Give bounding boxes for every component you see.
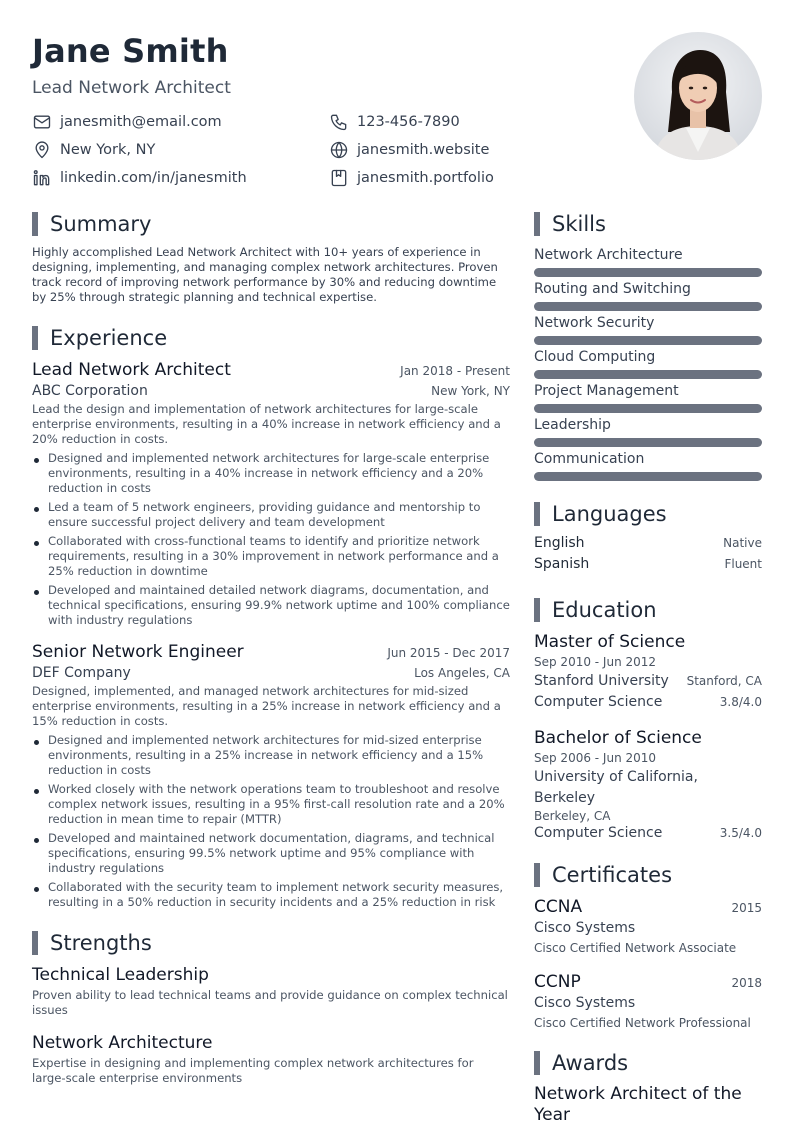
language-level: Fluent (724, 557, 762, 571)
section-marker (534, 502, 540, 526)
list-item: Collaborated with the security team to implement network security measures, resulting in a 50% reduction in security incidents and a 25% reduction in risk (32, 880, 510, 910)
contact-email[interactable] (32, 111, 329, 133)
experience-heading (32, 325, 510, 351)
experience-entry (32, 359, 510, 628)
skill-level-bar (534, 336, 762, 345)
skill-name: Network Security (534, 315, 655, 331)
job-description: Designed, implemented, and managed network architectures for mid-sized enterprise environments, resulting in a 25% increase in network efficiency and a 15% reduction in costs. (32, 684, 501, 728)
globe-icon (329, 140, 349, 160)
education-field: Computer Science (534, 825, 663, 841)
certificates-heading (534, 862, 762, 888)
skill-name: Project Management (534, 383, 679, 399)
portfolio-text: janesmith.portfolio (357, 170, 494, 186)
skills-title: Skills (552, 212, 606, 236)
contact-phone[interactable] (329, 111, 579, 133)
skill-item (534, 313, 762, 345)
education-entry (534, 631, 762, 713)
list-item: Developed and maintained detailed network diagrams, documentation, and technical specifications, ensuring 99.9% network uptime and 100% compliance with industry regulations (32, 583, 510, 628)
right-column (534, 211, 762, 1123)
skill-item (534, 415, 762, 447)
section-marker (534, 1051, 540, 1075)
section-marker (32, 931, 38, 955)
job-location: Los Angeles, CA (414, 666, 510, 680)
languages-heading (534, 501, 762, 527)
education-dates: Sep 2006 - Jun 2010 (534, 751, 657, 765)
education-school: University of California, Berkeley (534, 769, 698, 806)
skill-name: Leadership (534, 417, 611, 433)
portfolio-bookmark-icon (329, 168, 349, 188)
job-dates: Jan 2018 - Present (400, 364, 510, 378)
job-dates: Jun 2015 - Dec 2017 (387, 646, 510, 660)
contact-website[interactable] (329, 139, 579, 161)
education-degree: Master of Science (534, 632, 686, 652)
awards-heading (534, 1050, 762, 1076)
skill-name: Network Architecture (534, 247, 683, 263)
skill-item (534, 347, 762, 379)
skill-name: Cloud Computing (534, 349, 656, 365)
education-location: Berkeley, CA (534, 809, 611, 823)
left-column (32, 211, 510, 1086)
candidate-name: Jane Smith (32, 32, 229, 70)
contact-location (32, 139, 329, 161)
linkedin-text: linkedin.com/in/janesmith (60, 170, 247, 186)
profile-photo (634, 32, 762, 160)
education-school: Stanford University (534, 673, 669, 689)
education-title: Education (552, 598, 657, 622)
certificate-year: 2018 (731, 976, 762, 990)
language-level: Native (723, 536, 762, 550)
section-marker (32, 326, 38, 350)
strengths-heading (32, 930, 510, 956)
education-entry (534, 727, 762, 844)
certificates-title: Certificates (552, 863, 673, 887)
strength-description: Proven ability to lead technical teams and provide guidance on complex technical issues (32, 988, 508, 1017)
experience-entry (32, 641, 510, 910)
job-title: Senior Network Engineer (32, 642, 244, 662)
certificate-year: 2015 (731, 901, 762, 915)
certificate-description: Cisco Certified Network Associate (534, 941, 737, 955)
strength-entry (32, 1032, 510, 1086)
language-item (534, 556, 762, 577)
skill-item (534, 381, 762, 413)
awards-title: Awards (552, 1051, 629, 1075)
email-text: janesmith@email.com (60, 114, 222, 130)
list-item: Worked closely with the network operations team to troubleshoot and resolve complex network issues, resulting in a 95% first-call resolution rate and a 20% reduction in mean time to repair (MTTR) (32, 782, 510, 827)
location-pin-icon (32, 140, 52, 160)
section-marker (534, 598, 540, 622)
education-location: Stanford, CA (686, 674, 762, 688)
skill-level-bar (534, 268, 762, 277)
education-field: Computer Science (534, 694, 663, 710)
education-gpa: 3.5/4.0 (719, 826, 762, 840)
mail-icon (32, 112, 52, 132)
education-degree: Bachelor of Science (534, 728, 702, 748)
language-name: English (534, 535, 585, 551)
certificate-description: Cisco Certified Network Professional (534, 1016, 751, 1030)
avatar (634, 32, 762, 160)
list-item: Collaborated with cross-functional teams to identify and prioritize network requirements, resulting in a 30% improvement in network performance and a 25% reduction in downtime (32, 534, 510, 579)
job-location: New York, NY (431, 384, 510, 398)
contact-portfolio[interactable] (329, 167, 579, 189)
certificate-entry (534, 971, 762, 1032)
skills-list (534, 245, 762, 481)
languages-title: Languages (552, 502, 667, 526)
certificate-issuer: Cisco Systems (534, 920, 636, 936)
education-dates: Sep 2010 - Jun 2012 (534, 655, 657, 669)
job-bullets (32, 733, 510, 910)
resume-header (32, 30, 592, 189)
summary-heading (32, 211, 510, 237)
summary-text: Highly accomplished Lead Network Architect with 10+ years of experience in designing, implementing, and managing complex network architectures. Proven track record of improving network performance by 30% and reducing downtime by 25% through strategic planning and technical expertise. (32, 245, 498, 304)
contact-linkedin[interactable] (32, 167, 329, 189)
strength-title: Network Architecture (32, 1033, 213, 1053)
skill-level-bar (534, 302, 762, 311)
list-item: Designed and implemented network architectures for mid-sized enterprise environments, resulting in a 25% increase in network efficiency and a 15% reduction in costs (32, 733, 510, 778)
skills-heading (534, 211, 762, 237)
certificate-name: CCNA (534, 897, 583, 917)
experience-title: Experience (50, 326, 168, 350)
skill-level-bar (534, 438, 762, 447)
skill-name: Routing and Switching (534, 281, 691, 297)
skill-level-bar (534, 370, 762, 379)
strength-title: Technical Leadership (32, 965, 209, 985)
certificate-issuer: Cisco Systems (534, 995, 636, 1011)
education-heading (534, 597, 762, 623)
contact-list (32, 111, 592, 189)
language-name: Spanish (534, 556, 590, 572)
job-company: ABC Corporation (32, 383, 148, 399)
skill-item (534, 449, 762, 481)
strength-entry (32, 964, 510, 1018)
section-marker (534, 863, 540, 887)
skill-level-bar (534, 404, 762, 413)
linkedin-icon (32, 168, 52, 188)
job-bullets (32, 451, 510, 628)
strengths-title: Strengths (50, 931, 152, 955)
website-text: janesmith.website (357, 142, 490, 158)
job-title: Lead Network Architect (32, 360, 231, 380)
job-description: Lead the design and implementation of network architectures for large-scale enterprise environments, resulting in a 40% increase in network efficiency and a 20% reduction in costs. (32, 402, 501, 446)
list-item: Developed and maintained network documentation, diagrams, and technical specifications, ensuring 99.5% network uptime and 95% compliance with industry regulations (32, 831, 510, 876)
list-item: Designed and implemented network architectures for large-scale enterprise environments, resulting in a 40% increase in network efficiency and a 20% reduction in costs (32, 451, 510, 496)
certificate-entry (534, 896, 762, 957)
location-text: New York, NY (60, 142, 156, 158)
skill-name: Communication (534, 451, 645, 467)
section-marker (534, 212, 540, 236)
certificate-name: CCNP (534, 972, 581, 992)
list-item: Led a team of 5 network engineers, providing guidance and mentorship to ensure successful project delivery and team development (32, 500, 510, 530)
phone-icon (329, 112, 349, 132)
phone-text: 123-456-7890 (357, 114, 460, 130)
candidate-role: Lead Network Architect (32, 78, 231, 98)
job-company: DEF Company (32, 665, 131, 681)
education-gpa: 3.8/4.0 (719, 695, 762, 709)
award-item: Network Architect of the Year (534, 1084, 742, 1123)
skill-item (534, 245, 762, 277)
section-marker (32, 212, 38, 236)
strength-description: Expertise in designing and implementing complex network architectures for large-scale enterprise environments (32, 1056, 474, 1085)
summary-title: Summary (50, 212, 152, 236)
language-item (534, 535, 762, 556)
skill-item (534, 279, 762, 311)
skill-level-bar (534, 472, 762, 481)
